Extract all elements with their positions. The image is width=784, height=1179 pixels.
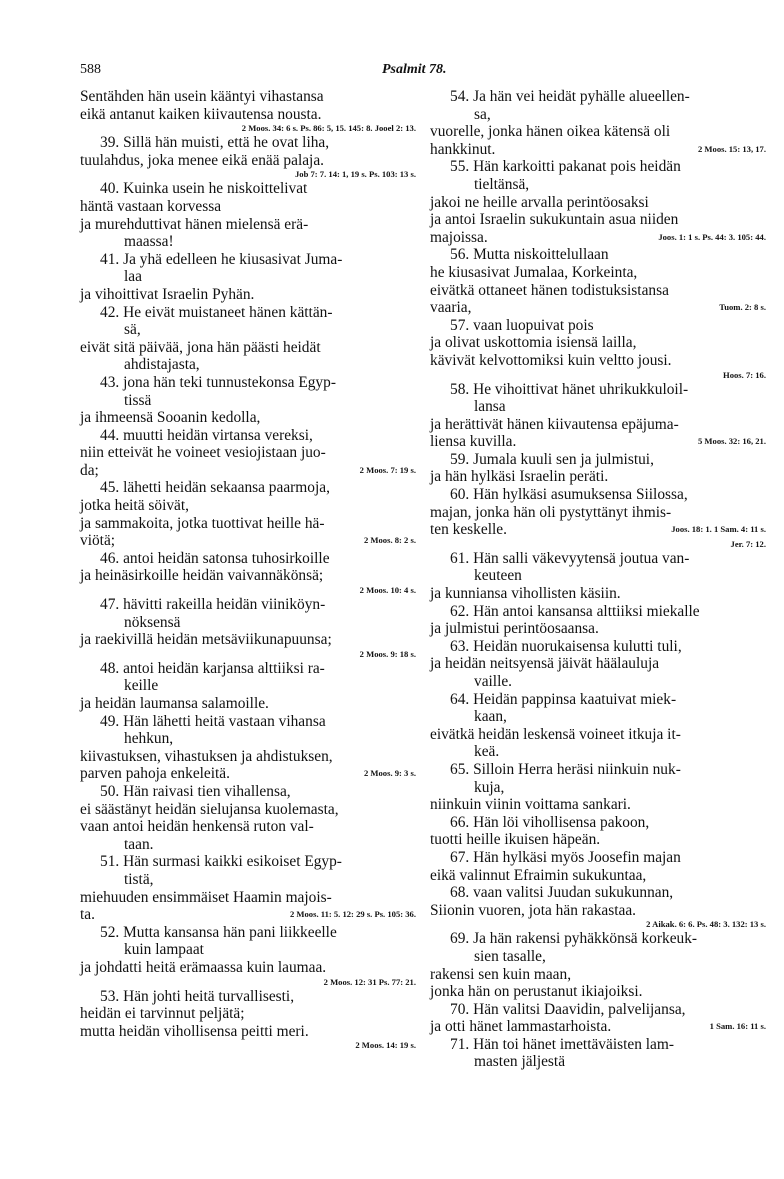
- verse-line: ja ihmeensä Sooanin kedolla,: [80, 409, 261, 427]
- cross-reference: Jer. 7: 12.: [730, 538, 766, 549]
- verse-line: [80, 906, 416, 924]
- cross-reference: 5 Moos. 32: 16, 21.: [697, 436, 766, 447]
- verse-line: ja julmistui perintöosaansa.: [430, 620, 599, 638]
- verse-line: ja raekivillä heidän metsäviikunapuunsa;: [80, 631, 332, 649]
- cross-reference: Hoos. 7: 16.: [723, 369, 766, 380]
- right-column: [430, 88, 766, 1071]
- verse-start: 47. hävitti rakeilla heidän viiniköyn-: [100, 596, 326, 614]
- verse-line: [430, 521, 766, 539]
- verse-line: jotka heitä söivät,: [80, 497, 189, 515]
- verse-line: eivätkä heidän leskensä voineet itkuja it-: [430, 725, 681, 743]
- verse-line: ja antoi Israelin sukukuntain asua niiden: [430, 211, 679, 229]
- verse-line: tistä,: [124, 870, 154, 888]
- verse-line: ahdistajasta,: [124, 356, 200, 374]
- verse-line: majan, jonka hän oli pystyttänyt ihmis-: [430, 503, 672, 521]
- verse-line: hehkun,: [124, 730, 174, 748]
- verse-start: 58. He vihoittivat hänet uhrikukkuloil-: [450, 380, 689, 398]
- verse-line: ja kunniansa vihollisten käsiin.: [430, 585, 621, 603]
- cross-reference: Job 7: 7. 14: 1, 19 s. Ps. 103: 13 s.: [294, 169, 416, 180]
- verse-line: miehuuden ensimmäiset Haamin majois-: [80, 888, 332, 906]
- verse-start: 44. muutti heidän virtansa vereksi,: [100, 426, 313, 444]
- cross-reference: Joos. 1: 1 s. Ps. 44: 3. 105: 44.: [658, 231, 766, 242]
- verse-line: keuteen: [474, 567, 522, 585]
- verse-start: 65. Silloin Herra heräsi niinkuin nuk-: [450, 760, 681, 778]
- verse-line: tissä: [124, 391, 152, 409]
- verse-line: [80, 765, 416, 783]
- cross-reference: 2 Moos. 12: 31 Ps. 77: 21.: [323, 976, 416, 987]
- verse-line: ja heinäsirkoille heidän vaivannäkönsä;: [80, 567, 324, 585]
- cross-reference: 2 Moos. 9: 3 s.: [363, 768, 416, 779]
- verse-line: keille: [124, 677, 159, 695]
- cross-reference: 2 Moos. 7: 19 s.: [359, 464, 416, 475]
- verse-line: vaan antoi heidän henkensä ruton val-: [80, 818, 314, 836]
- cross-reference: 2 Aikak. 6: 6. Ps. 48: 3. 132: 13 s.: [646, 919, 766, 930]
- verse-start: 70. Hän valitsi Daavidin, palvelijansa,: [450, 1000, 686, 1018]
- verse-start: 53. Hän johti heitä turvallisesti,: [100, 987, 295, 1005]
- verse-text: parven pahoja enkeleitä.: [80, 765, 230, 783]
- verse-line: kaan,: [474, 708, 507, 726]
- verse-start: 57. vaan luopuivat pois: [450, 316, 594, 334]
- verse-start: 61. Hän salli väkevyytensä joutua van-: [450, 549, 690, 567]
- verse-start: 51. Hän surmasi kaikki esikoiset Egyp-: [100, 853, 342, 871]
- verse-text: viötä;: [80, 532, 116, 550]
- verse-line: ja heidän laumansa salamoille.: [80, 695, 269, 712]
- verse-line: Siionin vuoren, jota hän rakastaa.: [430, 901, 637, 919]
- verse-start: 60. Hän hylkäsi asumuksensa Siilossa,: [450, 486, 688, 504]
- verse-start: 69. Ja hän rakensi pyhäkkönsä korkeuk-: [450, 930, 698, 948]
- verse-text: hankkinut.: [430, 140, 496, 158]
- verse-line: ja johdatti heitä erämaassa kuin laumaa.: [80, 958, 327, 976]
- verse-start: 45. lähetti heidän sekaansa paarmoja,: [100, 479, 330, 497]
- verse-line: [430, 433, 766, 451]
- verse-line: Sentähden hän usein kääntyi vihastansa: [80, 88, 324, 105]
- verse-start: 40. Kuinka usein he niskoittelivat: [100, 180, 308, 198]
- verse-line: ja vihoittivat Israelin Pyhän.: [80, 285, 255, 303]
- verse-start: 48. antoi heidän karjansa alttiiksi ra-: [100, 659, 325, 677]
- verse-line: nöksensä: [124, 613, 181, 631]
- verse-line: jakoi ne heille arvalla perintöosaksi: [430, 193, 649, 211]
- verse-start: 56. Mutta niskoittelullaan: [450, 246, 609, 264]
- verse-line: [430, 299, 766, 317]
- verse-line: tuotti heille ikuisen häpeän.: [430, 831, 601, 849]
- cross-reference: Joos. 18: 1. 1 Sam. 4: 11 s.: [671, 524, 766, 535]
- page-header: [80, 62, 700, 82]
- verse-start: 46. antoi heidän satonsa tuhosirkoille: [100, 549, 330, 567]
- verse-line: [430, 141, 766, 159]
- verse-start: 59. Jumala kuuli sen ja julmistui,: [450, 450, 654, 468]
- verse-line: laa: [124, 268, 142, 286]
- verse-start: 52. Mutta kansansa hän pani liikkeelle: [100, 923, 337, 941]
- verse-line: he kiusasivat Jumalaa, Korkeinta,: [430, 263, 638, 281]
- verse-text: ten keskelle.: [430, 521, 507, 539]
- verse-text: vaaria,: [430, 299, 472, 317]
- verse-line: tieltänsä,: [474, 175, 530, 193]
- cross-reference: 2 Moos. 15: 13, 17.: [697, 143, 766, 154]
- verse-line: lansa: [474, 398, 506, 416]
- verse-start: 64. Heidän pappinsa kaatuivat miek-: [450, 690, 677, 708]
- verse-line: maassa!: [124, 233, 174, 251]
- verse-start: 66. Hän löi vihollisensa pakoon,: [450, 813, 650, 831]
- verse-line: häntä vastaan korvessa: [80, 197, 222, 215]
- verse-text: da;: [80, 461, 99, 479]
- verse-line: niinkuin viinin voittama sankari.: [430, 796, 631, 814]
- verse-line: kiivastuksen, vihastuksen ja ahdistuksen,: [80, 747, 333, 765]
- verse-line: [430, 229, 766, 247]
- verse-start: 62. Hän antoi kansansa alttiiksi miekalle: [450, 602, 700, 620]
- verse-start: 63. Heidän nuorukaisensa kulutti tuli,: [450, 637, 682, 655]
- cross-reference: 2 Moos. 34: 6 s. Ps. 86: 5, 15. 145: 8. Jooel 2: 13.: [241, 123, 416, 134]
- verse-line: eikä antanut kaiken kiivautensa nousta.: [80, 105, 322, 123]
- cross-reference: 2 Moos. 8: 2 s.: [363, 535, 416, 546]
- verse-line: masten jäljestä: [474, 1053, 566, 1071]
- verse-line: [430, 1018, 766, 1036]
- verse-line: mutta heidän vihollisensa peitti meri.: [80, 1022, 309, 1040]
- verse-line: taan.: [124, 835, 154, 853]
- verse-start: 68. vaan valitsi Juudan sukukunnan,: [450, 884, 674, 902]
- verse-line: kuja,: [474, 778, 505, 796]
- cross-reference: Tuom. 2: 8 s.: [719, 302, 766, 313]
- verse-line: sä,: [124, 321, 141, 339]
- verse-line: eivätkä ottaneet hänen todistuksistansa: [430, 281, 669, 299]
- verse-start: 41. Ja yhä edelleen he kiusasivat Juma-: [100, 250, 343, 268]
- verse-line: eivät sitä päivää, jona hän päästi heidät: [80, 338, 321, 356]
- verse-text: ta.: [80, 906, 95, 924]
- verse-line: vuorelle, jonka hänen oikea kätensä oli: [430, 123, 671, 141]
- cross-reference: 2 Moos. 14: 19 s.: [355, 1040, 416, 1051]
- left-column: [80, 88, 416, 1051]
- verse-text: ja otti hänet lammastarhoista.: [430, 1018, 612, 1036]
- verse-line: sien tasalle,: [474, 947, 546, 965]
- verse-text: majoissa.: [430, 228, 488, 246]
- verse-line: heidän ei tarvinnut peljätä;: [80, 1005, 245, 1023]
- verse-line: ja heidän neitsyensä jäivät häälauluja: [430, 655, 660, 673]
- cross-reference: 2 Moos. 11: 5. 12: 29 s. Ps. 105: 36.: [289, 909, 416, 920]
- verse-line: kävivät kelvottomiksi kuin veltto jousi.: [430, 351, 672, 369]
- verse-line: ja hän hylkäsi Israelin peräti.: [430, 468, 609, 486]
- verse-line: keä.: [474, 743, 500, 761]
- verse-start: 54. Ja hän vei heidät pyhälle alueellen-: [450, 88, 690, 105]
- verse-line: [80, 462, 416, 480]
- verse-line: niin etteivät he voineet vesiojistaan juo-: [80, 444, 326, 462]
- page-number: 588: [80, 62, 101, 77]
- verse-line: tuulahdus, joka menee eikä enää palaja.: [80, 151, 325, 169]
- verse-line: eikä valinnut Efraimin sukukuntaa,: [430, 866, 647, 884]
- verse-line: sa,: [474, 105, 491, 123]
- verse-line: ja sammakoita, jotka tuottivat heille hä-: [80, 514, 325, 532]
- cross-reference: 1 Sam. 16: 11 s.: [709, 1021, 766, 1032]
- verse-text: liensa kuvilla.: [430, 433, 517, 451]
- verse-line: [80, 532, 416, 550]
- verse-line: ei säästänyt heidän sielujansa kuolemasta,: [80, 800, 339, 818]
- verse-start: 50. Hän raivasi tien vihallensa,: [100, 782, 291, 800]
- verse-start: 42. He eivät muistaneet hänen kättän-: [100, 303, 333, 321]
- verse-line: rakensi sen kuin maan,: [430, 965, 572, 983]
- verse-line: jonka hän on perustanut ikiajoiksi.: [430, 983, 643, 1001]
- verse-line: ja olivat uskottomia isiensä lailla,: [430, 334, 637, 352]
- verse-start: 43. jona hän teki tunnustekonsa Egyp-: [100, 373, 336, 391]
- verse-line: ja herättivät hänen kiivautensa epäjuma-: [430, 415, 679, 433]
- verse-start: 55. Hän karkoitti pakanat pois heidän: [450, 158, 681, 176]
- verse-line: ja murehduttivat hänen mielensä erä-: [80, 215, 309, 233]
- verse-start: 67. Hän hylkäsi myös Joosefin majan: [450, 848, 681, 866]
- verse-start: 39. Sillä hän muisti, että he ovat liha,: [100, 134, 330, 152]
- cross-reference: 2 Moos. 9: 18 s.: [359, 648, 416, 659]
- verse-start: 49. Hän lähetti heitä vastaan vihansa: [100, 712, 326, 730]
- verse-line: kuin lampaat: [124, 941, 204, 959]
- verse-start: 71. Hän toi hänet imettäväisten lam-: [450, 1035, 674, 1053]
- verse-line: vaille.: [474, 673, 513, 690]
- cross-reference: 2 Moos. 10: 4 s.: [359, 585, 416, 596]
- running-title: Psalmit 78.: [382, 62, 447, 77]
